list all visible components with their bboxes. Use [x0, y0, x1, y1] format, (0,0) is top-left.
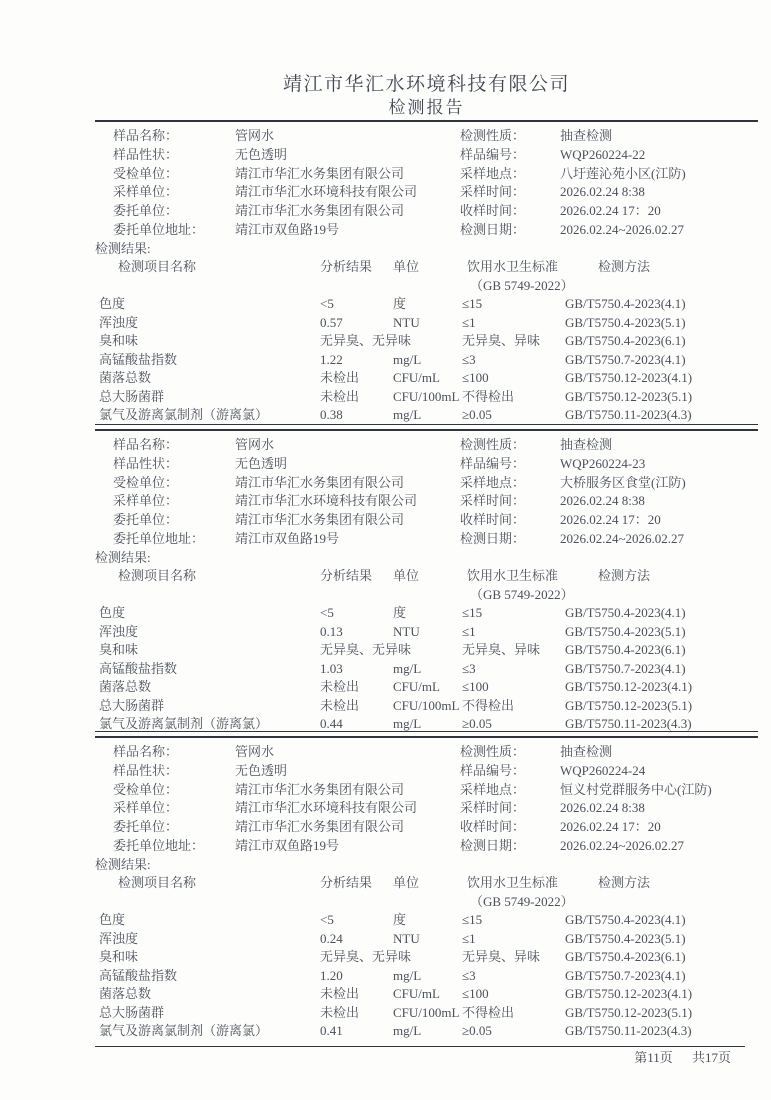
sampling-time-value: 2026.02.24 8:38 — [560, 493, 645, 509]
report-title: 检测报告 — [388, 98, 465, 117]
cell-unit: CFU/100mL — [393, 697, 460, 713]
test-date-label: 检测日期： — [460, 221, 526, 237]
sample-no-label: 样品编号： — [460, 146, 526, 162]
table-header-row — [95, 258, 758, 295]
receiving-time-value: 2026.02.24 17：20 — [560, 203, 661, 219]
inspected-unit-value: 靖江市华汇水务集团有限公司 — [235, 781, 405, 797]
client-address-label: 委托单位地址： — [113, 221, 205, 237]
table-row — [95, 406, 758, 425]
cell-unit: CFU/100mL — [393, 388, 460, 404]
cell-method: GB/T5750.4-2023(4.1) — [565, 912, 686, 928]
cell-item: 浑浊度 — [99, 930, 139, 946]
cell-method: GB/T5750.7-2023(4.1) — [565, 660, 686, 676]
sample-info — [95, 743, 758, 856]
cell-standard: ≥0.05 — [462, 1023, 492, 1039]
cell-method: GB/T5750.11-2023(4.3) — [565, 1023, 692, 1039]
cell-result: 0.41 — [320, 1023, 343, 1039]
client-address-value: 靖江市双鱼路19号 — [235, 221, 340, 237]
test-nature-label: 检测性质： — [460, 128, 526, 143]
receiving-time-label: 收样时间： — [460, 203, 526, 219]
cell-standard: 无异臭、异味 — [462, 333, 541, 349]
table-row — [95, 911, 758, 930]
cell-unit: CFU/mL — [393, 370, 440, 386]
client-address-label: 委托单位地址： — [113, 837, 205, 853]
client-unit-value: 靖江市华汇水务集团有限公司 — [235, 819, 405, 835]
col-header-result: 分析结果 — [320, 568, 373, 584]
table-row — [95, 332, 758, 351]
cell-standard: ≤15 — [462, 605, 483, 621]
cell-result: 0.13 — [320, 623, 343, 639]
table-row — [95, 697, 758, 716]
sampling-time-value: 2026.02.24 8:38 — [560, 184, 645, 200]
cell-item: 氯气及游离氯制剂（游离氯） — [99, 407, 269, 423]
col-header-result: 分析结果 — [320, 259, 373, 275]
sample-name-value: 管网水 — [235, 128, 275, 143]
inspected-unit-value: 靖江市华汇水务集团有限公司 — [235, 165, 405, 181]
cell-unit: CFU/mL — [393, 986, 440, 1002]
test-nature-value: 抽查检测 — [560, 128, 613, 143]
cell-unit: mg/L — [393, 1023, 422, 1039]
cell-result: 0.38 — [320, 407, 343, 423]
cell-method: GB/T5750.12-2023(5.1) — [565, 388, 693, 404]
sampling-unit-value: 靖江市华汇水环境科技有限公司 — [235, 184, 418, 200]
cell-method: GB/T5750.4-2023(6.1) — [565, 949, 686, 965]
col-header-method: 检测方法 — [598, 875, 651, 891]
cell-method: GB/T5750.4-2023(5.1) — [565, 623, 686, 639]
cell-method: GB/T5750.12-2023(5.1) — [565, 1004, 693, 1020]
sample-info — [95, 436, 758, 549]
table-row — [95, 314, 758, 333]
cell-standard: ≤3 — [462, 351, 476, 367]
standard-subtitle: （GB 5749-2022） — [470, 277, 574, 293]
client-unit-label: 委托单位： — [113, 203, 179, 219]
cell-result: 0.44 — [320, 716, 343, 732]
results-table — [95, 874, 758, 1041]
cell-item: 高锰酸盐指数 — [99, 967, 178, 983]
sample-state-label: 样品性状： — [113, 455, 179, 471]
sample-state-label: 样品性状： — [113, 762, 179, 778]
test-nature-value: 抽查检测 — [560, 744, 613, 759]
cell-method: GB/T5750.12-2023(5.1) — [565, 697, 693, 713]
client-address-label: 委托单位地址： — [113, 530, 205, 546]
test-date-value: 2026.02.24~2026.02.27 — [560, 221, 685, 237]
sample-no-value: WQP260224-23 — [560, 455, 646, 471]
sample-no-value: WQP260224-24 — [560, 762, 646, 778]
cell-standard: 不得检出 — [462, 1004, 515, 1020]
table-row — [95, 967, 758, 986]
client-address-value: 靖江市双鱼路19号 — [235, 837, 340, 853]
cell-result: 未检出 — [320, 986, 360, 1002]
company-name: 靖江市华汇水环境科技有限公司 — [282, 74, 570, 95]
cell-method: GB/T5750.11-2023(4.3) — [565, 716, 692, 732]
results-label: 检测结果: — [95, 549, 151, 565]
inspected-unit-label: 受检单位： — [113, 781, 179, 797]
sampling-time-value: 2026.02.24 8:38 — [560, 800, 645, 816]
cell-method: GB/T5750.4-2023(4.1) — [565, 605, 686, 621]
page-number: 第11页 — [634, 1050, 673, 1065]
table-row — [95, 369, 758, 388]
cell-item: 色度 — [99, 296, 126, 312]
cell-method: GB/T5750.7-2023(4.1) — [565, 351, 686, 367]
cell-unit — [393, 948, 462, 967]
standard-title: 饮用水卫生标准 — [467, 568, 559, 584]
test-date-label: 检测日期： — [460, 837, 526, 853]
cell-method: GB/T5750.4-2023(6.1) — [565, 333, 686, 349]
results-label: 检测结果: — [95, 240, 151, 256]
sample-state-label: 样品性状： — [113, 146, 179, 162]
standard-subtitle: （GB 5749-2022） — [470, 893, 574, 909]
results-rows — [95, 295, 758, 425]
sample-no-label: 样品编号： — [460, 455, 526, 471]
cell-result: 0.57 — [320, 314, 343, 330]
sample-info — [95, 127, 758, 240]
cell-result: 1.22 — [320, 351, 343, 367]
col-header-standard — [462, 567, 574, 604]
cell-result: 未检出 — [320, 697, 360, 713]
cell-method: GB/T5750.4-2023(5.1) — [565, 930, 686, 946]
table-row — [95, 1004, 758, 1023]
cell-method: GB/T5750.4-2023(6.1) — [565, 642, 686, 658]
cell-result: 无异臭、无异味 — [320, 333, 412, 349]
cell-item: 总大肠菌群 — [99, 697, 165, 713]
sample-no-label: 样品编号： — [460, 762, 526, 778]
results-rows — [95, 911, 758, 1041]
col-header-unit: 单位 — [393, 259, 420, 275]
cell-standard: ≤1 — [462, 930, 476, 946]
cell-standard: 无异臭、异味 — [462, 642, 541, 658]
cell-standard: ≤3 — [462, 660, 476, 676]
report-section — [95, 122, 758, 425]
test-date-value: 2026.02.24~2026.02.27 — [560, 530, 685, 546]
test-nature-value: 抽查检测 — [560, 437, 613, 452]
cell-standard: ≤3 — [462, 967, 476, 983]
client-unit-value: 靖江市华汇水务集团有限公司 — [235, 203, 405, 219]
cell-method: GB/T5750.12-2023(4.1) — [565, 370, 693, 386]
cell-item: 色度 — [99, 912, 126, 928]
table-row — [95, 930, 758, 949]
cell-item: 氯气及游离氯制剂（游离氯） — [99, 1023, 269, 1039]
cell-result: 无异臭、无异味 — [320, 949, 412, 965]
col-header-method: 检测方法 — [598, 259, 651, 275]
table-row — [95, 715, 758, 734]
cell-standard: ≤1 — [462, 314, 476, 330]
sample-name-value: 管网水 — [235, 744, 275, 759]
cell-standard: ≤15 — [462, 296, 483, 312]
cell-standard: ≥0.05 — [462, 716, 492, 732]
inspected-unit-label: 受检单位： — [113, 474, 179, 490]
sampling-location-label: 采样地点： — [460, 165, 526, 181]
cell-item: 菌落总数 — [99, 370, 152, 386]
col-header-method: 检测方法 — [598, 568, 651, 584]
cell-unit: NTU — [393, 623, 420, 639]
table-row — [95, 604, 758, 623]
col-header-item: 检测项目名称 — [118, 259, 197, 275]
sampling-unit-label: 采样单位： — [113, 800, 179, 816]
cell-standard: ≤1 — [462, 623, 476, 639]
cell-unit: mg/L — [393, 660, 422, 676]
client-unit-label: 委托单位： — [113, 512, 179, 528]
table-header-row — [95, 874, 758, 911]
sampling-time-label: 采样时间： — [460, 800, 526, 816]
cell-result: 未检出 — [320, 1004, 360, 1020]
page-total: 共17页 — [691, 1050, 731, 1065]
table-row — [95, 623, 758, 642]
cell-item: 菌落总数 — [99, 679, 152, 695]
receiving-time-label: 收样时间： — [460, 819, 526, 835]
receiving-time-label: 收样时间： — [460, 512, 526, 528]
cell-standard: ≥0.05 — [462, 407, 492, 423]
cell-result: 无异臭、无异味 — [320, 642, 412, 658]
cell-standard: 不得检出 — [462, 388, 515, 404]
cell-item: 臭和味 — [99, 333, 139, 349]
cell-result: 0.24 — [320, 930, 343, 946]
cell-standard: 无异臭、异味 — [462, 949, 541, 965]
cell-unit: CFU/mL — [393, 679, 440, 695]
sample-name-label: 样品名称： — [113, 744, 179, 759]
table-row — [95, 388, 758, 407]
cell-method: GB/T5750.4-2023(4.1) — [565, 296, 686, 312]
sampling-location-value: 八圩莲沁苑小区(江防) — [560, 165, 686, 181]
col-header-unit: 单位 — [393, 875, 420, 891]
page-footer — [95, 1046, 745, 1069]
sampling-time-label: 采样时间： — [460, 184, 526, 200]
test-nature-label: 检测性质： — [460, 437, 526, 452]
cell-unit: 度 — [393, 912, 407, 928]
inspected-unit-label: 受检单位： — [113, 165, 179, 181]
cell-standard: 不得检出 — [462, 697, 515, 713]
cell-standard: ≤15 — [462, 912, 483, 928]
cell-item: 总大肠菌群 — [99, 1004, 165, 1020]
col-header-standard — [462, 258, 574, 295]
col-header-result: 分析结果 — [320, 875, 373, 891]
results-table — [95, 567, 758, 734]
table-row — [95, 948, 758, 967]
cell-unit: 度 — [393, 605, 407, 621]
standard-title: 饮用水卫生标准 — [467, 875, 559, 891]
cell-method: GB/T5750.12-2023(4.1) — [565, 679, 693, 695]
cell-item: 高锰酸盐指数 — [99, 660, 178, 676]
table-row — [95, 985, 758, 1004]
cell-standard: ≤100 — [462, 679, 489, 695]
cell-standard: ≤100 — [462, 370, 489, 386]
cell-unit: 度 — [393, 296, 407, 312]
table-row — [95, 295, 758, 314]
cell-item: 浑浊度 — [99, 314, 139, 330]
cell-result: 1.03 — [320, 660, 343, 676]
sample-name-value: 管网水 — [235, 437, 275, 452]
col-header-standard — [462, 874, 574, 911]
cell-unit: NTU — [393, 930, 420, 946]
client-address-value: 靖江市双鱼路19号 — [235, 530, 340, 546]
table-row — [95, 660, 758, 679]
sample-name-label: 样品名称： — [113, 128, 179, 143]
cell-item: 臭和味 — [99, 949, 139, 965]
inspected-unit-value: 靖江市华汇水务集团有限公司 — [235, 474, 405, 490]
col-header-item: 检测项目名称 — [118, 875, 197, 891]
test-nature-label: 检测性质： — [460, 744, 526, 759]
sampling-location-label: 采样地点： — [460, 781, 526, 797]
cell-item: 总大肠菌群 — [99, 388, 165, 404]
sampling-unit-value: 靖江市华汇水环境科技有限公司 — [235, 493, 418, 509]
receiving-time-value: 2026.02.24 17：20 — [560, 512, 661, 528]
cell-item: 色度 — [99, 605, 126, 621]
table-header-row — [95, 567, 758, 604]
test-date-value: 2026.02.24~2026.02.27 — [560, 837, 685, 853]
sampling-unit-value: 靖江市华汇水环境科技有限公司 — [235, 800, 418, 816]
receiving-time-value: 2026.02.24 17：20 — [560, 819, 661, 835]
col-header-item: 检测项目名称 — [118, 568, 197, 584]
cell-result: 未检出 — [320, 679, 360, 695]
cell-unit — [393, 641, 462, 660]
cell-method: GB/T5750.4-2023(5.1) — [565, 314, 686, 330]
cell-item: 高锰酸盐指数 — [99, 351, 178, 367]
results-rows — [95, 604, 758, 734]
table-row — [95, 1022, 758, 1041]
sampling-location-value: 大桥服务区食堂(江防) — [560, 474, 686, 490]
sampling-time-label: 采样时间： — [460, 493, 526, 509]
sampling-unit-label: 采样单位： — [113, 493, 179, 509]
report-content — [95, 73, 758, 1039]
sample-state-value: 无色透明 — [235, 146, 288, 162]
sections-container — [95, 122, 758, 1039]
client-unit-label: 委托单位： — [113, 819, 179, 835]
report-section — [95, 429, 758, 732]
table-row — [95, 641, 758, 660]
sample-no-value: WQP260224-22 — [560, 146, 646, 162]
cell-unit: NTU — [393, 314, 420, 330]
doc-header — [95, 73, 758, 122]
cell-item: 菌落总数 — [99, 986, 152, 1002]
standard-title: 饮用水卫生标准 — [467, 259, 559, 275]
cell-standard: ≤100 — [462, 986, 489, 1002]
cell-method: GB/T5750.11-2023(4.3) — [565, 407, 692, 423]
cell-result: <5 — [320, 912, 334, 928]
table-row — [95, 678, 758, 697]
cell-result: <5 — [320, 605, 334, 621]
cell-method: GB/T5750.7-2023(4.1) — [565, 967, 686, 983]
cell-result: 未检出 — [320, 388, 360, 404]
cell-unit: CFU/100mL — [393, 1004, 460, 1020]
standard-subtitle: （GB 5749-2022） — [470, 586, 574, 602]
sampling-location-label: 采样地点： — [460, 474, 526, 490]
cell-unit — [393, 332, 462, 351]
sampling-location-value: 恒义村党群服务中心(江防) — [560, 781, 712, 797]
results-label: 检测结果: — [95, 856, 151, 872]
cell-method: GB/T5750.12-2023(4.1) — [565, 986, 693, 1002]
cell-result: 未检出 — [320, 370, 360, 386]
cell-unit: mg/L — [393, 967, 422, 983]
cell-unit: mg/L — [393, 351, 422, 367]
sample-state-value: 无色透明 — [235, 455, 288, 471]
cell-item: 氯气及游离氯制剂（游离氯） — [99, 716, 269, 732]
sampling-unit-label: 采样单位： — [113, 184, 179, 200]
col-header-unit: 单位 — [393, 568, 420, 584]
cell-item: 臭和味 — [99, 642, 139, 658]
results-table — [95, 258, 758, 425]
cell-unit: mg/L — [393, 407, 422, 423]
client-unit-value: 靖江市华汇水务集团有限公司 — [235, 512, 405, 528]
sample-name-label: 样品名称： — [113, 437, 179, 452]
cell-result: 1.20 — [320, 967, 343, 983]
report-section — [95, 736, 758, 1039]
sample-state-value: 无色透明 — [235, 762, 288, 778]
cell-unit: mg/L — [393, 716, 422, 732]
test-date-label: 检测日期： — [460, 530, 526, 546]
cell-item: 浑浊度 — [99, 623, 139, 639]
table-row — [95, 351, 758, 370]
cell-result: <5 — [320, 296, 334, 312]
